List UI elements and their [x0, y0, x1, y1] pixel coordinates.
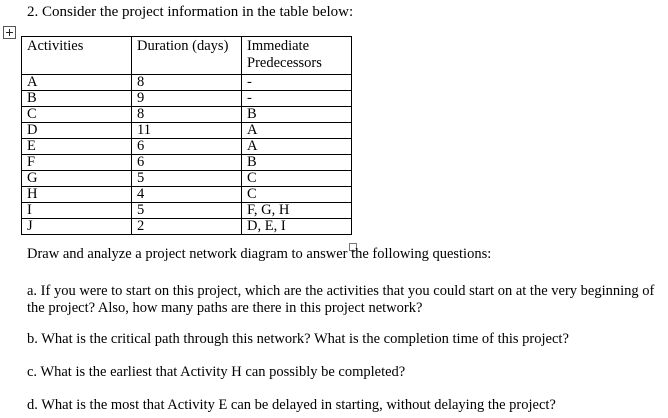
project-table [21, 36, 352, 235]
cell-activity: F [22, 155, 132, 171]
cell-activity: G [22, 171, 132, 187]
cell-activity: E [22, 139, 132, 155]
cell-duration: 9 [132, 91, 242, 107]
question-a: a. If you were to start on this project, which are the activities that you could start on at the very beginning of the project? Also, how many paths are there in this project network? [27, 283, 655, 316]
cell-duration: 4 [132, 187, 242, 203]
cell-predecessors: A [242, 139, 352, 155]
question-d: d. What is the most that Activity E can be delayed in starting, without delaying the project? [27, 397, 556, 413]
cell-predecessors: C [242, 171, 352, 187]
cell-duration: 5 [132, 171, 242, 187]
cell-activity: C [22, 107, 132, 123]
header-activities: Activities [22, 37, 132, 75]
question-title: 2. Consider the project information in the table below: [27, 4, 354, 20]
cell-activity: B [22, 91, 132, 107]
cell-predecessors: D, E, I [242, 219, 352, 235]
table-row [22, 155, 352, 171]
cell-predecessors: C [242, 187, 352, 203]
cell-activity: H [22, 187, 132, 203]
cell-predecessors: A [242, 123, 352, 139]
table-row [22, 203, 352, 219]
table-row [22, 139, 352, 155]
cell-duration: 11 [132, 123, 242, 139]
cell-duration: 8 [132, 75, 242, 91]
header-predecessors: Immediate Predecessors [242, 37, 352, 75]
cell-activity: I [22, 203, 132, 219]
cell-duration: 5 [132, 203, 242, 219]
cell-predecessors: B [242, 107, 352, 123]
question-c: c. What is the earliest that Activity H can possibly be completed? [27, 364, 406, 380]
cell-duration: 8 [132, 107, 242, 123]
table-row [22, 187, 352, 203]
cell-duration: 6 [132, 139, 242, 155]
cell-duration: 6 [132, 155, 242, 171]
cell-activity: A [22, 75, 132, 91]
table-row [22, 171, 352, 187]
table-row [22, 75, 352, 91]
instructions-text: Draw and analyze a project network diagram to answer the following questions: [27, 246, 492, 262]
cell-predecessors: B [242, 155, 352, 171]
table-row [22, 219, 352, 235]
cell-predecessors: - [242, 91, 352, 107]
cell-predecessors: F, G, H [242, 203, 352, 219]
table-row [22, 107, 352, 123]
table-move-handle-icon[interactable] [3, 26, 16, 39]
table-row [22, 91, 352, 107]
cell-predecessors: - [242, 75, 352, 91]
cell-activity: D [22, 123, 132, 139]
cell-duration: 2 [132, 219, 242, 235]
question-b: b. What is the critical path through this network? What is the completion time of this project? [27, 331, 569, 347]
cell-activity: J [22, 219, 132, 235]
header-duration: Duration (days) [132, 37, 242, 75]
table-row [22, 123, 352, 139]
table-header-row [22, 37, 352, 75]
